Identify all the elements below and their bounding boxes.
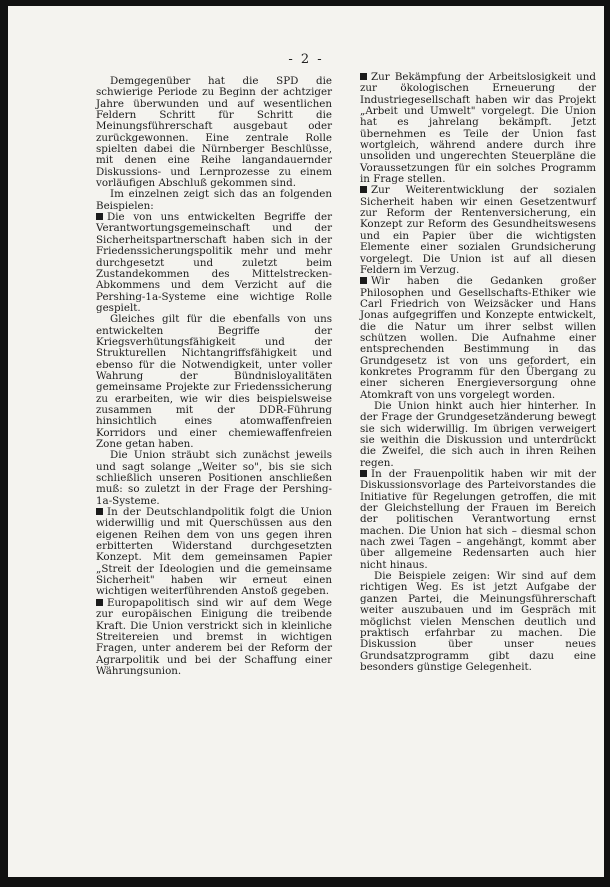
- paragraph-text: Die von uns entwickelten Begriffe der Verantwortungsgemeinschaft und der Sicherheitspartnerschaft haben sich in der Friedenssicherungspolitik mehr und mehr durchgesetzt und zuletzt beim Zustandekommen des Mittelstrecken-Abkommens und dem Verzicht auf die Pershing-1a-Systeme eine wichtige Rolle gespielt.: [96, 211, 332, 314]
- paragraph-text: Im einzelnen zeigt sich das an folgenden Beispielen:: [96, 188, 332, 212]
- paragraph: [96, 189, 332, 212]
- paragraph: [360, 401, 596, 469]
- paragraph-text: Die Beispiele zeigen: Wir sind auf dem richtigen Weg. Es ist jetzt Aufgabe der ganzen Partei, die Meinungsführerschaft weiter auszubauen und im Gespräch mit möglichst vielen Menschen deutlich und praktisch erfahrbar zu machen. Die Diskussion über unser neues Grundsatzprogramm gibt dazu eine besonders günstige Gelegenheit.: [360, 570, 596, 673]
- paragraph-text: In der Deutschlandpolitik folgt die Union widerwillig und mit Querschüssen aus den eigenen Reihen dem von uns gegen ihren erbitterten Widerstand durchgesetzten Konzept. Mit dem gemeinsamen Papier „Streit der Ideologien und die gemeinsame Sicherheit" haben wir erneut einen wichtigen weiterführenden Anstoß gegeben.: [96, 506, 332, 598]
- document-page: [8, 6, 604, 877]
- bullet-paragraph: [96, 507, 332, 598]
- paragraph-text: In der Frauenpolitik haben wir mit der Diskussionsvorlage des Parteivorstandes die Initiative für Regelungen getroffen, die mit der Gleichstellung der Frauen im Bereich der politischen Verantwortung ernst machen. Die Union hat sich – diesmal schon nach zwei Tagen – angehängt, kommt aber über allgemeine Redensarten auch hier nicht hinaus.: [360, 468, 596, 571]
- bullet-paragraph: [360, 469, 596, 571]
- paragraph-text: Demgegenüber hat die SPD die schwierige Periode zu Beginn der achtziger Jahre überwunden und auf wesentlichen Feldern Schritt für Schritt die Meinungsführerschaft ausgebaut oder zurückgewonnen. Eine zentrale Rolle spielten dabei die Nürnberger Beschlüsse, mit denen eine Reihe langandauernder Diskussions- und Lernprozesse zu einem vorläufigen Abschluß gekommen sind.: [96, 75, 332, 190]
- paragraph-text: Wir haben die Gedanken großer Philosophen und Gesellschafts-Ethiker wie Carl Friedrich von Weizsäcker und Hans Jonas aufgegriffen und Konzepte entwickelt, die die Natur um ihrer selbst willen schützen wollen. Die Aufnahme einer entsprechenden Bestimmung in das Grundgesetz ist von uns gefordert, ein konkretes Programm für den Übergang zu einer sicheren Energieversorgung ohne Atomkraft von uns vorgelegt worden.: [360, 275, 596, 401]
- paragraph-text: Gleiches gilt für die ebenfalls von uns entwickelten Begriffe der Kriegsverhütungsfähigkeit und der Strukturellen Nichtangriffsfähigkeit und ebenso für die Notwendigkeit, unter voller Wahrung der Bündnisloyalitäten gemeinsame Projekte zur Friedenssicherung zu erarbeiten, wie wir dies beispielsweise zusammen mit der DDR-Führung hinsichtlich eines atomwaffenfreien Korridors und einer chemiewaffenfreien Zone getan haben.: [96, 313, 332, 450]
- bullet-paragraph: [360, 72, 596, 185]
- bullet-paragraph: [96, 212, 332, 314]
- paragraph-text: Zur Bekämpfung der Arbeitslosigkeit und zur ökologischen Erneuerung der Industriegesellschaft haben wir das Projekt „Arbeit und Umwelt" vorgelegt. Die Union hat es jahrelang bekämpft. Jetzt übernehmen es Teile der Union fast wortgleich, während andere durch ihre unsoliden und ungerechten Steuerpläne die Voraussetzungen für ein solches Programm in Frage stellen.: [360, 71, 596, 186]
- paragraph: [96, 450, 332, 507]
- paragraph-text: Die Union hinkt auch hier hinterher. In der Frage der Grundgesetzänderung bewegt sie sich widerwillig. Im übrigen verweigert sie weithin die Diskussion und unterdrückt die Zweifel, die sich auch in ihren Reihen regen.: [360, 399, 596, 469]
- bullet-paragraph: [360, 276, 596, 401]
- bullet-paragraph: [360, 185, 596, 276]
- paragraph: [96, 76, 332, 189]
- right-column: [360, 72, 596, 673]
- paragraph: [360, 571, 596, 673]
- paragraph-text: Europapolitisch sind wir auf dem Wege zur europäischen Einigung die treibende Kraft. Die Union verstrickt sich in kleinliche Streitereien und bremst in wichtigen Fragen, unter anderem bei der Reform der Agrarpolitik und bei der Schaffung einer Währungsunion.: [96, 596, 332, 677]
- left-column: [96, 76, 332, 677]
- paragraph-text: Die Union sträubt sich zunächst jeweils und sagt solange „Weiter so", bis sie sich schließlich unseren Positionen anschließen muß: so zuletzt in der Frage der Pershing-1a-Systeme.: [96, 449, 332, 507]
- paragraph-text: Zur Weiterentwicklung der sozialen Sicherheit haben wir einen Gesetzentwurf zur Reform der Rentenversicherung, ein Konzept zur Reform des Gesundheitswesens und ein Papier über die wichtigsten Elemente einer sozialen Grundsicherung vorgelegt. Die Union ist auf all diesen Feldern im Verzug.: [360, 184, 596, 276]
- paragraph: [96, 314, 332, 450]
- bullet-paragraph: [96, 598, 332, 677]
- page-number: - 2 -: [288, 52, 324, 67]
